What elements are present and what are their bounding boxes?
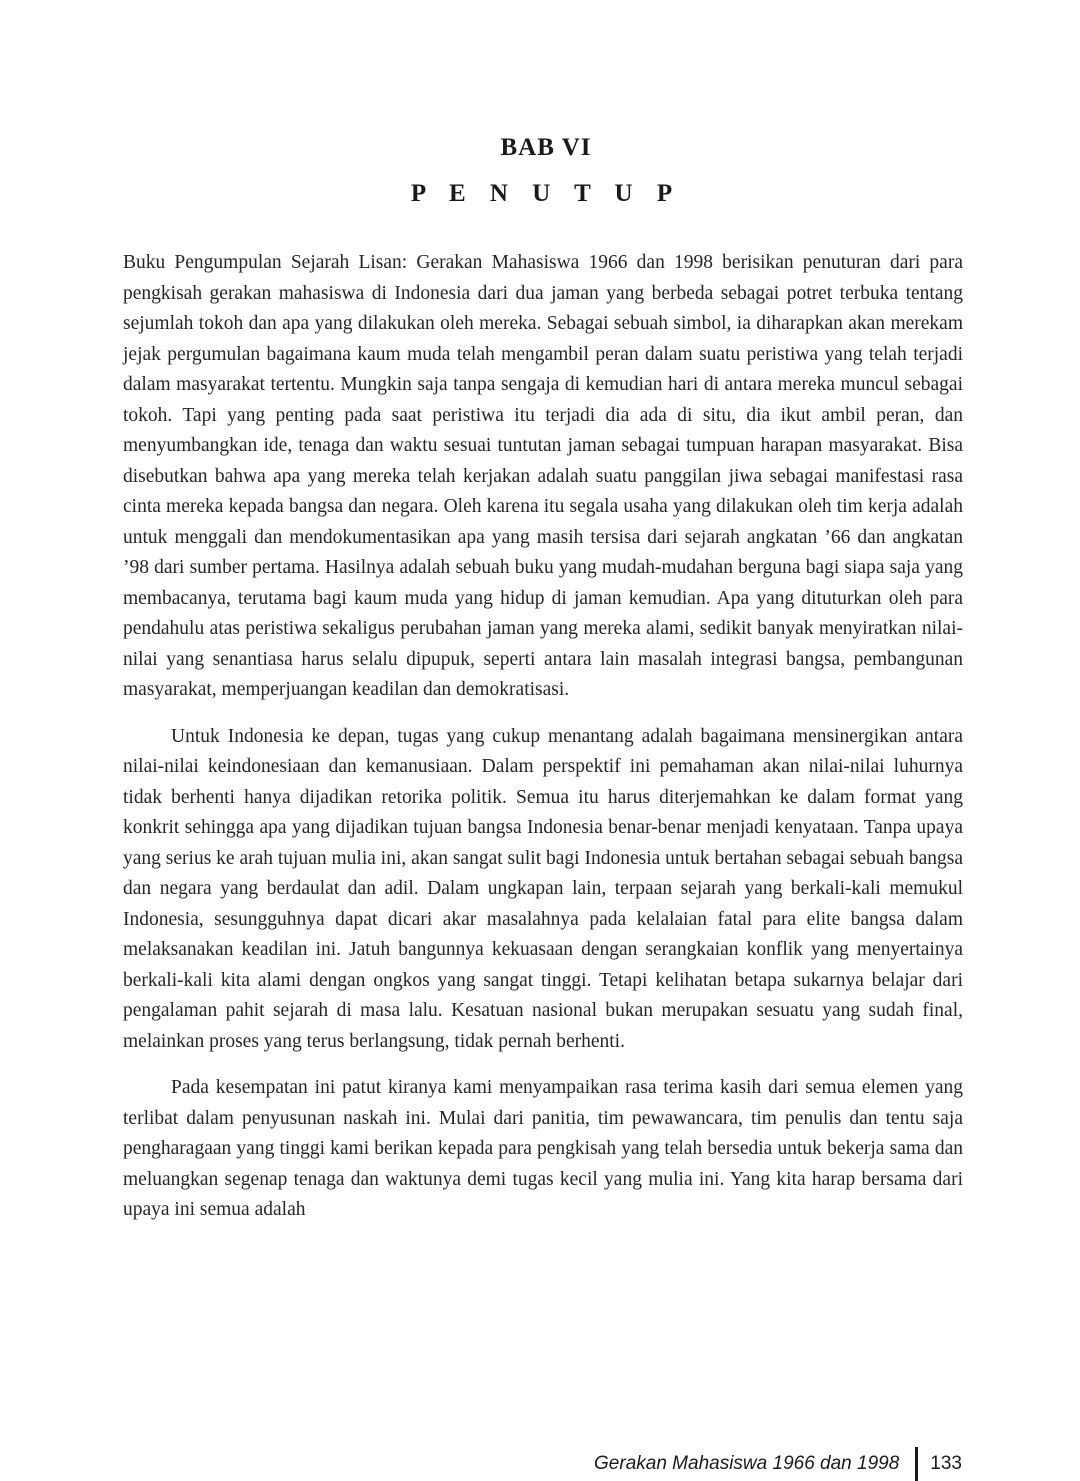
body-text: [123, 248, 963, 1242]
chapter-title: P E N U T U P: [410, 180, 682, 207]
paragraph-1: Buku Pengumpulan Sejarah Lisan: Gerakan Mahasiswa 1966 dan 1998 berisikan penuturan dari para pengkisah gerakan mahasiswa di Indonesia dari dua jaman yang berbeda sebagai potret terbuka tentang sejumlah tokoh dan apa yang dilakukan oleh mereka. Sebagai sebuah simbol, ia diharapkan akan merekam jejak pergumulan bagaimana kaum muda telah mengambil peran dalam suatu peristiwa yang telah terjadi dalam masyarakat tertentu. Mungkin saja tanpa sengaja di kemudian hari di antara mereka muncul sebagai tokoh. Tapi yang penting pada saat peristiwa itu terjadi dia ada di situ, dia ikut ambil peran, dan menyumbangkan ide, tenaga dan waktu sesuai tuntutan jaman sebagai tumpuan harapan masyarakat. Bisa disebutkan bahwa apa yang mereka telah kerjakan adalah suatu panggilan jiwa sebagai manifestasi rasa cinta mereka kepada bangsa dan negara. Oleh karena itu segala usaha yang dilakukan oleh tim kerja adalah untuk menggali dan mendokumentasikan apa yang masih tersisa dari sejarah angkatan ’66 dan angkatan ’98 dari sumber pertama. Hasilnya adalah sebuah buku yang mudah-mudahan berguna bagi siapa saja yang membacanya, terutama bagi kaum muda yang hidup di jaman kemudian. Apa yang dituturkan oleh para pendahulu atas peristiwa sekaligus perubahan jaman yang mereka alami, sedikit banyak menyiratkan nilai-nilai yang senantiasa harus selalu dipupuk, seperti antara lain masalah integrasi bangsa, pembangunan masyarakat, memperjuangan keadilan dan demokratisasi.: [123, 252, 963, 700]
page-number: 133: [930, 1453, 962, 1474]
paragraph-3: Pada kesempatan ini patut kiranya kami menyampaikan rasa terima kasih dari semua elemen yang terlibat dalam penyusunan naskah ini. Mulai dari panitia, tim pewawancara, tim penulis dan tentu saja pengharagaan yang tinggi kami berikan kepada para pengkisah yang telah bersedia untuk bekerja sama dan meluangkan segenap tenaga dan waktunya demi tugas kecil yang mulia ini. Yang kita harap bersama dari upaya ini semua adalah: [123, 1077, 963, 1220]
chapter-label: BAB VI: [500, 134, 592, 161]
footer-divider: [915, 1447, 918, 1481]
footer-book-title: Gerakan Mahasiswa 1966 dan 1998: [594, 1453, 900, 1474]
paragraph-2: Untuk Indonesia ke depan, tugas yang cukup menantang adalah bagaimana mensinergikan antara nilai-nilai keindonesiaan dan kemanusiaan. Dalam perspektif ini pemahaman akan nilai-nilai luhurnya tidak berhenti hanya dijadikan retorika politik. Semua itu harus diterjemahkan ke dalam format yang konkrit sehingga apa yang dijadikan tujuan bangsa Indonesia benar-benar menjadi kenyataan. Tanpa upaya yang serius ke arah tujuan mulia ini, akan sangat sulit bagi Indonesia untuk bertahan sebagai sebuah bangsa dan negara yang berdaulat dan adil. Dalam ungkapan lain, terpaan sejarah yang berkali-kali memukul Indonesia, sesungguhnya dapat dicari akar masalahnya pada kelalaian fatal para elite bangsa dalam melaksanakan keadilan ini. Jatuh bangunnya kekuasaan dengan serangkaian konflik yang menyertainya berkali-kali kita alami dengan ongkos yang sangat tinggi. Tetapi kelihatan betapa sukarnya belajar dari pengalaman pahit sejarah di masa lalu. Kesatuan nasional bukan merupakan sesuatu yang sudah final, melainkan proses yang terus berlangsung, tidak pernah berhenti.: [123, 725, 963, 1052]
page-footer: [594, 1447, 962, 1481]
